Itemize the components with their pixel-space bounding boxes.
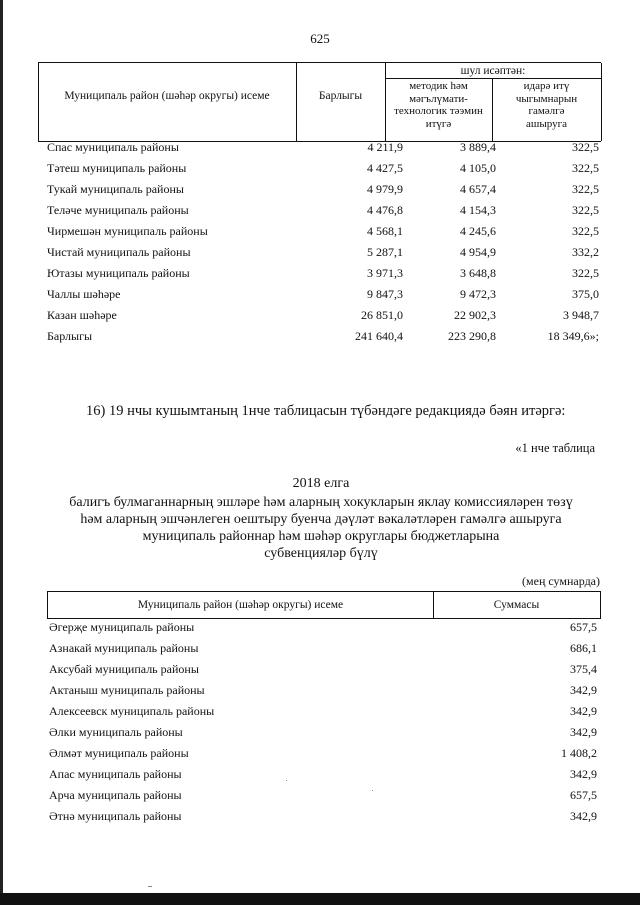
row-value-2: 322,5 xyxy=(572,224,599,238)
row-sum: 342,9 xyxy=(570,767,597,781)
row-name: Арча муниципаль районы xyxy=(49,788,182,802)
table1-row xyxy=(47,182,601,203)
row-name: Барлыгы xyxy=(47,329,93,343)
row-name: Теләче муниципаль районы xyxy=(47,203,189,217)
scan-bottom-edge xyxy=(0,893,640,905)
row-name: Чаллы шәһәре xyxy=(47,287,121,301)
page-number: 625 xyxy=(310,31,330,46)
table1-right-border xyxy=(601,63,602,141)
row-sum: 657,5 xyxy=(570,620,597,634)
table1-col-name-header: Муниципаль район (шәһәр округы) исеме xyxy=(64,90,270,102)
units-note: (мең сумнарда) xyxy=(522,574,600,588)
row-total: 26 851,0 xyxy=(361,308,403,322)
row-value-1: 3 648,8 xyxy=(460,266,496,280)
table2-row xyxy=(49,725,597,746)
table1-sub1-header xyxy=(385,80,492,130)
table1-row xyxy=(47,203,601,224)
row-value-2: 322,5 xyxy=(572,266,599,280)
row-total: 5 287,1 xyxy=(367,245,403,259)
row-sum: 342,9 xyxy=(570,809,597,823)
row-name: Апас муниципаль районы xyxy=(49,767,182,781)
row-name: Актаныш муниципаль районы xyxy=(49,683,205,697)
table1-sub2-line: ашыруга xyxy=(526,117,567,130)
table1-group-underline xyxy=(385,78,601,79)
table1-sub1-line: методик һәм xyxy=(409,80,468,92)
row-name: Азнакай муниципаль районы xyxy=(49,641,199,655)
table-title xyxy=(40,475,602,562)
row-total: 3 971,3 xyxy=(367,266,403,280)
row-value-2: 375,0 xyxy=(572,287,599,301)
title-line: балигъ булмаганнарның эшләре һәм аларның хокукларын яклау комиссияләрен төзү xyxy=(69,495,573,510)
table1-sub2-line: идарә итү xyxy=(523,80,570,92)
table2-row xyxy=(49,788,597,809)
row-name: Аксубай муниципаль районы xyxy=(49,662,199,676)
title-year: 2018 елга xyxy=(292,476,350,491)
table1-sub2-line: гамәлгә xyxy=(528,105,565,117)
table2-row xyxy=(49,662,597,683)
table2-row xyxy=(49,809,597,830)
row-value-2: 322,5 xyxy=(572,140,599,154)
row-value-1: 4 954,9 xyxy=(460,245,496,259)
table2-row xyxy=(49,704,597,725)
table1-row xyxy=(47,245,601,266)
scan-speck xyxy=(372,790,373,791)
table1-total-row xyxy=(47,329,601,350)
row-name: Әгерҗе муниципаль районы xyxy=(49,620,195,634)
row-sum: 686,1 xyxy=(570,641,597,655)
row-name: Тәтеш муниципаль районы xyxy=(47,161,187,175)
table1-header xyxy=(38,62,601,142)
row-value-1: 3 889,4 xyxy=(460,140,496,154)
row-sum: 1 408,2 xyxy=(561,746,597,760)
row-name: Чистай муниципаль районы xyxy=(47,245,191,259)
row-value-1: 22 902,3 xyxy=(454,308,496,322)
row-value-2: 322,5 xyxy=(572,161,599,175)
table2-row xyxy=(49,620,597,641)
row-value-2: 332,2 xyxy=(572,245,599,259)
row-value-1: 9 472,3 xyxy=(460,287,496,301)
row-sum: 342,9 xyxy=(570,725,597,739)
row-value-2: 18 349,6»; xyxy=(547,329,599,343)
row-name: Тукай муниципаль районы xyxy=(47,182,184,196)
row-sum: 342,9 xyxy=(570,683,597,697)
row-total: 4 211,9 xyxy=(367,140,403,154)
title-line: муниципаль районнар һәм шәһәр округлары бюджетларына xyxy=(142,529,500,544)
row-sum: 342,9 xyxy=(570,704,597,718)
row-value-2: 322,5 xyxy=(572,182,599,196)
row-value-2: 322,5 xyxy=(572,203,599,217)
table2-row xyxy=(49,767,597,788)
table2-col-sum-header: Суммасы xyxy=(493,599,540,611)
table1-left-border xyxy=(38,63,39,141)
row-value-1: 223 290,8 xyxy=(448,329,496,343)
row-total: 4 568,1 xyxy=(367,224,403,238)
row-sum: 657,5 xyxy=(570,788,597,802)
table1-sub1-line: итүгә xyxy=(425,117,452,130)
table1-row xyxy=(47,266,601,287)
row-value-1: 4 154,3 xyxy=(460,203,496,217)
row-name: Ютазы муниципаль районы xyxy=(47,266,190,280)
table1-sub1-line: мәгълүмати- xyxy=(409,92,468,105)
row-value-1: 4 657,4 xyxy=(460,182,496,196)
table1-sub1-line: технологик тәэмин xyxy=(394,105,483,117)
title-line: субвенцияләр бүлү xyxy=(264,546,378,561)
table1-sub2-header xyxy=(492,80,601,130)
scan-speck xyxy=(148,886,152,887)
row-total: 4 979,9 xyxy=(367,182,403,196)
table1-row xyxy=(47,161,601,182)
table2-row xyxy=(49,746,597,767)
table2-header xyxy=(47,591,601,619)
table1-col-total-header: Барлыгы xyxy=(318,90,363,102)
row-name: Чирмешән муниципаль районы xyxy=(47,224,208,238)
table2-col-name-header: Муниципаль район (шәһәр округы) исеме xyxy=(137,599,344,611)
row-name: Спас муниципаль районы xyxy=(47,140,179,154)
row-sum: 375,4 xyxy=(570,662,597,676)
row-total: 241 640,4 xyxy=(355,329,403,343)
table1-row xyxy=(47,140,601,161)
row-value-1: 4 245,6 xyxy=(460,224,496,238)
row-value-2: 3 948,7 xyxy=(563,308,599,322)
table-reference: «1 нче таблица xyxy=(515,441,595,455)
title-line: һәм аларның эшчәнлеген оештыру буенча дәүләт вәкаләтләрен гамәлгә ашыруга xyxy=(80,512,562,527)
scan-left-edge xyxy=(0,0,3,905)
table1-divider-1 xyxy=(296,63,297,141)
row-name: Әлмәт муниципаль районы xyxy=(49,746,189,760)
row-total: 9 847,3 xyxy=(367,287,403,301)
table1-group-header: шул исәптән: xyxy=(460,65,526,77)
table2-row xyxy=(49,683,597,704)
table1-row xyxy=(47,287,601,308)
table1-row xyxy=(47,308,601,329)
row-total: 4 476,8 xyxy=(367,203,403,217)
row-total: 4 427,5 xyxy=(367,161,403,175)
row-name: Әтнә муниципаль районы xyxy=(49,809,182,823)
table1-sub2-line: чыгымнарын xyxy=(515,92,578,105)
table1-row xyxy=(47,224,601,245)
row-name: Әлки муниципаль районы xyxy=(49,725,183,739)
row-name: Казан шәһәре xyxy=(47,308,117,322)
row-value-1: 4 105,0 xyxy=(460,161,496,175)
scan-speck xyxy=(286,780,287,781)
table2-row xyxy=(49,641,597,662)
row-name: Алексеевск муниципаль районы xyxy=(49,704,215,718)
instruction-paragraph: 16) 19 нчы кушымтаның 1нче таблицасын түбәндәге редакциядә бәян итәргә: xyxy=(86,403,566,419)
